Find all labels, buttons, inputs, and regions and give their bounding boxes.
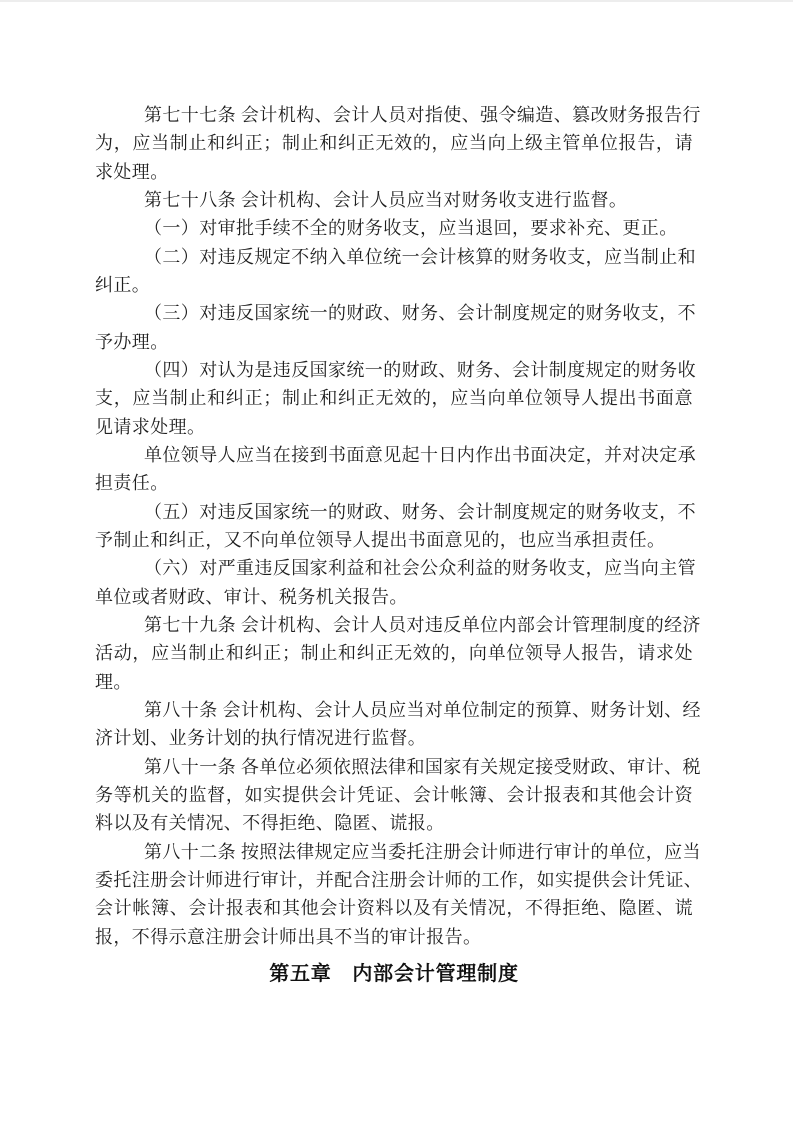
text-line: 单位领导人应当在接到书面意见起十日内作出书面决定，并对决定承	[144, 444, 696, 465]
text-line: 求处理。	[95, 161, 169, 182]
paragraph-article-79	[95, 611, 701, 696]
text-line: 单位或者财政、审计、税务机关报告。	[95, 586, 408, 607]
text-line: 第八十条 会计机构、会计人员应当对单位制定的预算、财务计划、经	[144, 699, 701, 720]
paragraph-article-80	[95, 696, 701, 753]
paragraph-leader-decision	[95, 441, 696, 498]
text-line: 支，应当制止和纠正；制止和纠正无效的，应当向单位领导人提出书面意	[95, 388, 693, 409]
text-line: 第八十二条 按照法律规定应当委托注册会计师进行审计的单位，应当	[144, 841, 701, 862]
paragraph-item-2	[95, 243, 696, 300]
text-line: 料以及有关情况、不得拒绝、隐匿、谎报。	[95, 813, 445, 834]
text-line: 会计帐簿、会计报表和其他会计资料以及有关情况，不得拒绝、隐匿、谎	[95, 898, 693, 919]
text-line: 第八十一条 各单位必须依照法律和国家有关规定接受财政、审计、税	[144, 756, 701, 777]
text-line: 纠正。	[95, 274, 151, 295]
paragraph-item-1	[95, 214, 693, 242]
paragraph-item-5	[95, 498, 696, 555]
text-line: 予制止和纠正，又不向单位领导人提出书面意见的，也应当承担责任。	[95, 529, 666, 550]
text-line: （三）对违反国家统一的财政、财务、会计制度规定的财务收支，不	[144, 303, 696, 324]
document-body	[95, 101, 703, 989]
text-line: 第七十九条 会计机构、会计人员对违反单位内部会计管理制度的经济	[144, 614, 701, 635]
text-line: （六）对严重违反国家利益和社会公众利益的财务收支，应当向主管	[144, 558, 696, 579]
text-line: 见请求处理。	[95, 416, 206, 437]
text-line: 报，不得示意注册会计师出具不当的审计报告。	[95, 926, 482, 947]
text-line: 理。	[95, 671, 132, 692]
text-line: 予办理。	[95, 331, 169, 352]
text-line: （二）对违反规定不纳入单位统一会计核算的财务收支，应当制止和	[144, 246, 696, 267]
text-line: 第七十七条 会计机构、会计人员对指使、强令编造、篡改财务报告行	[144, 105, 701, 125]
text-line: （四）对认为是违反国家统一的财政、财务、会计制度规定的财务收	[144, 359, 696, 380]
text-line: 委托注册会计师进行审计，并配合注册会计师的工作，如实提供会计凭证、	[95, 869, 703, 890]
paragraph-item-3	[95, 299, 696, 356]
text-line: 担责任。	[95, 473, 169, 494]
paragraph-article-78	[95, 186, 693, 214]
paragraph-article-82	[95, 838, 703, 951]
paragraph-item-6	[95, 554, 696, 611]
chapter-heading: 第五章 内部会计管理制度	[269, 962, 519, 985]
paragraph-article-81	[95, 753, 701, 838]
text-line: 活动，应当制止和纠正；制止和纠正无效的，向单位领导人报告，请求处	[95, 643, 693, 664]
text-line: 济计划、业务计划的执行情况进行监督。	[95, 728, 427, 749]
text-line: 务等机关的监督，如实提供会计凭证、会计帐簿、会计报表和其他会计资	[95, 784, 693, 805]
text-line: 为，应当制止和纠正；制止和纠正无效的，应当向上级主管单位报告，请	[95, 133, 693, 154]
paragraph-item-4	[95, 356, 696, 441]
text-line: （一）对审批手续不全的财务收支，应当退回，要求补充、更正。	[144, 218, 678, 239]
text-line: 第七十八条 会计机构、会计人员应当对财务收支进行监督。	[144, 189, 628, 210]
text-line: （五）对违反国家统一的财政、财务、会计制度规定的财务收支，不	[144, 501, 696, 522]
paragraph-article-77	[95, 101, 701, 186]
